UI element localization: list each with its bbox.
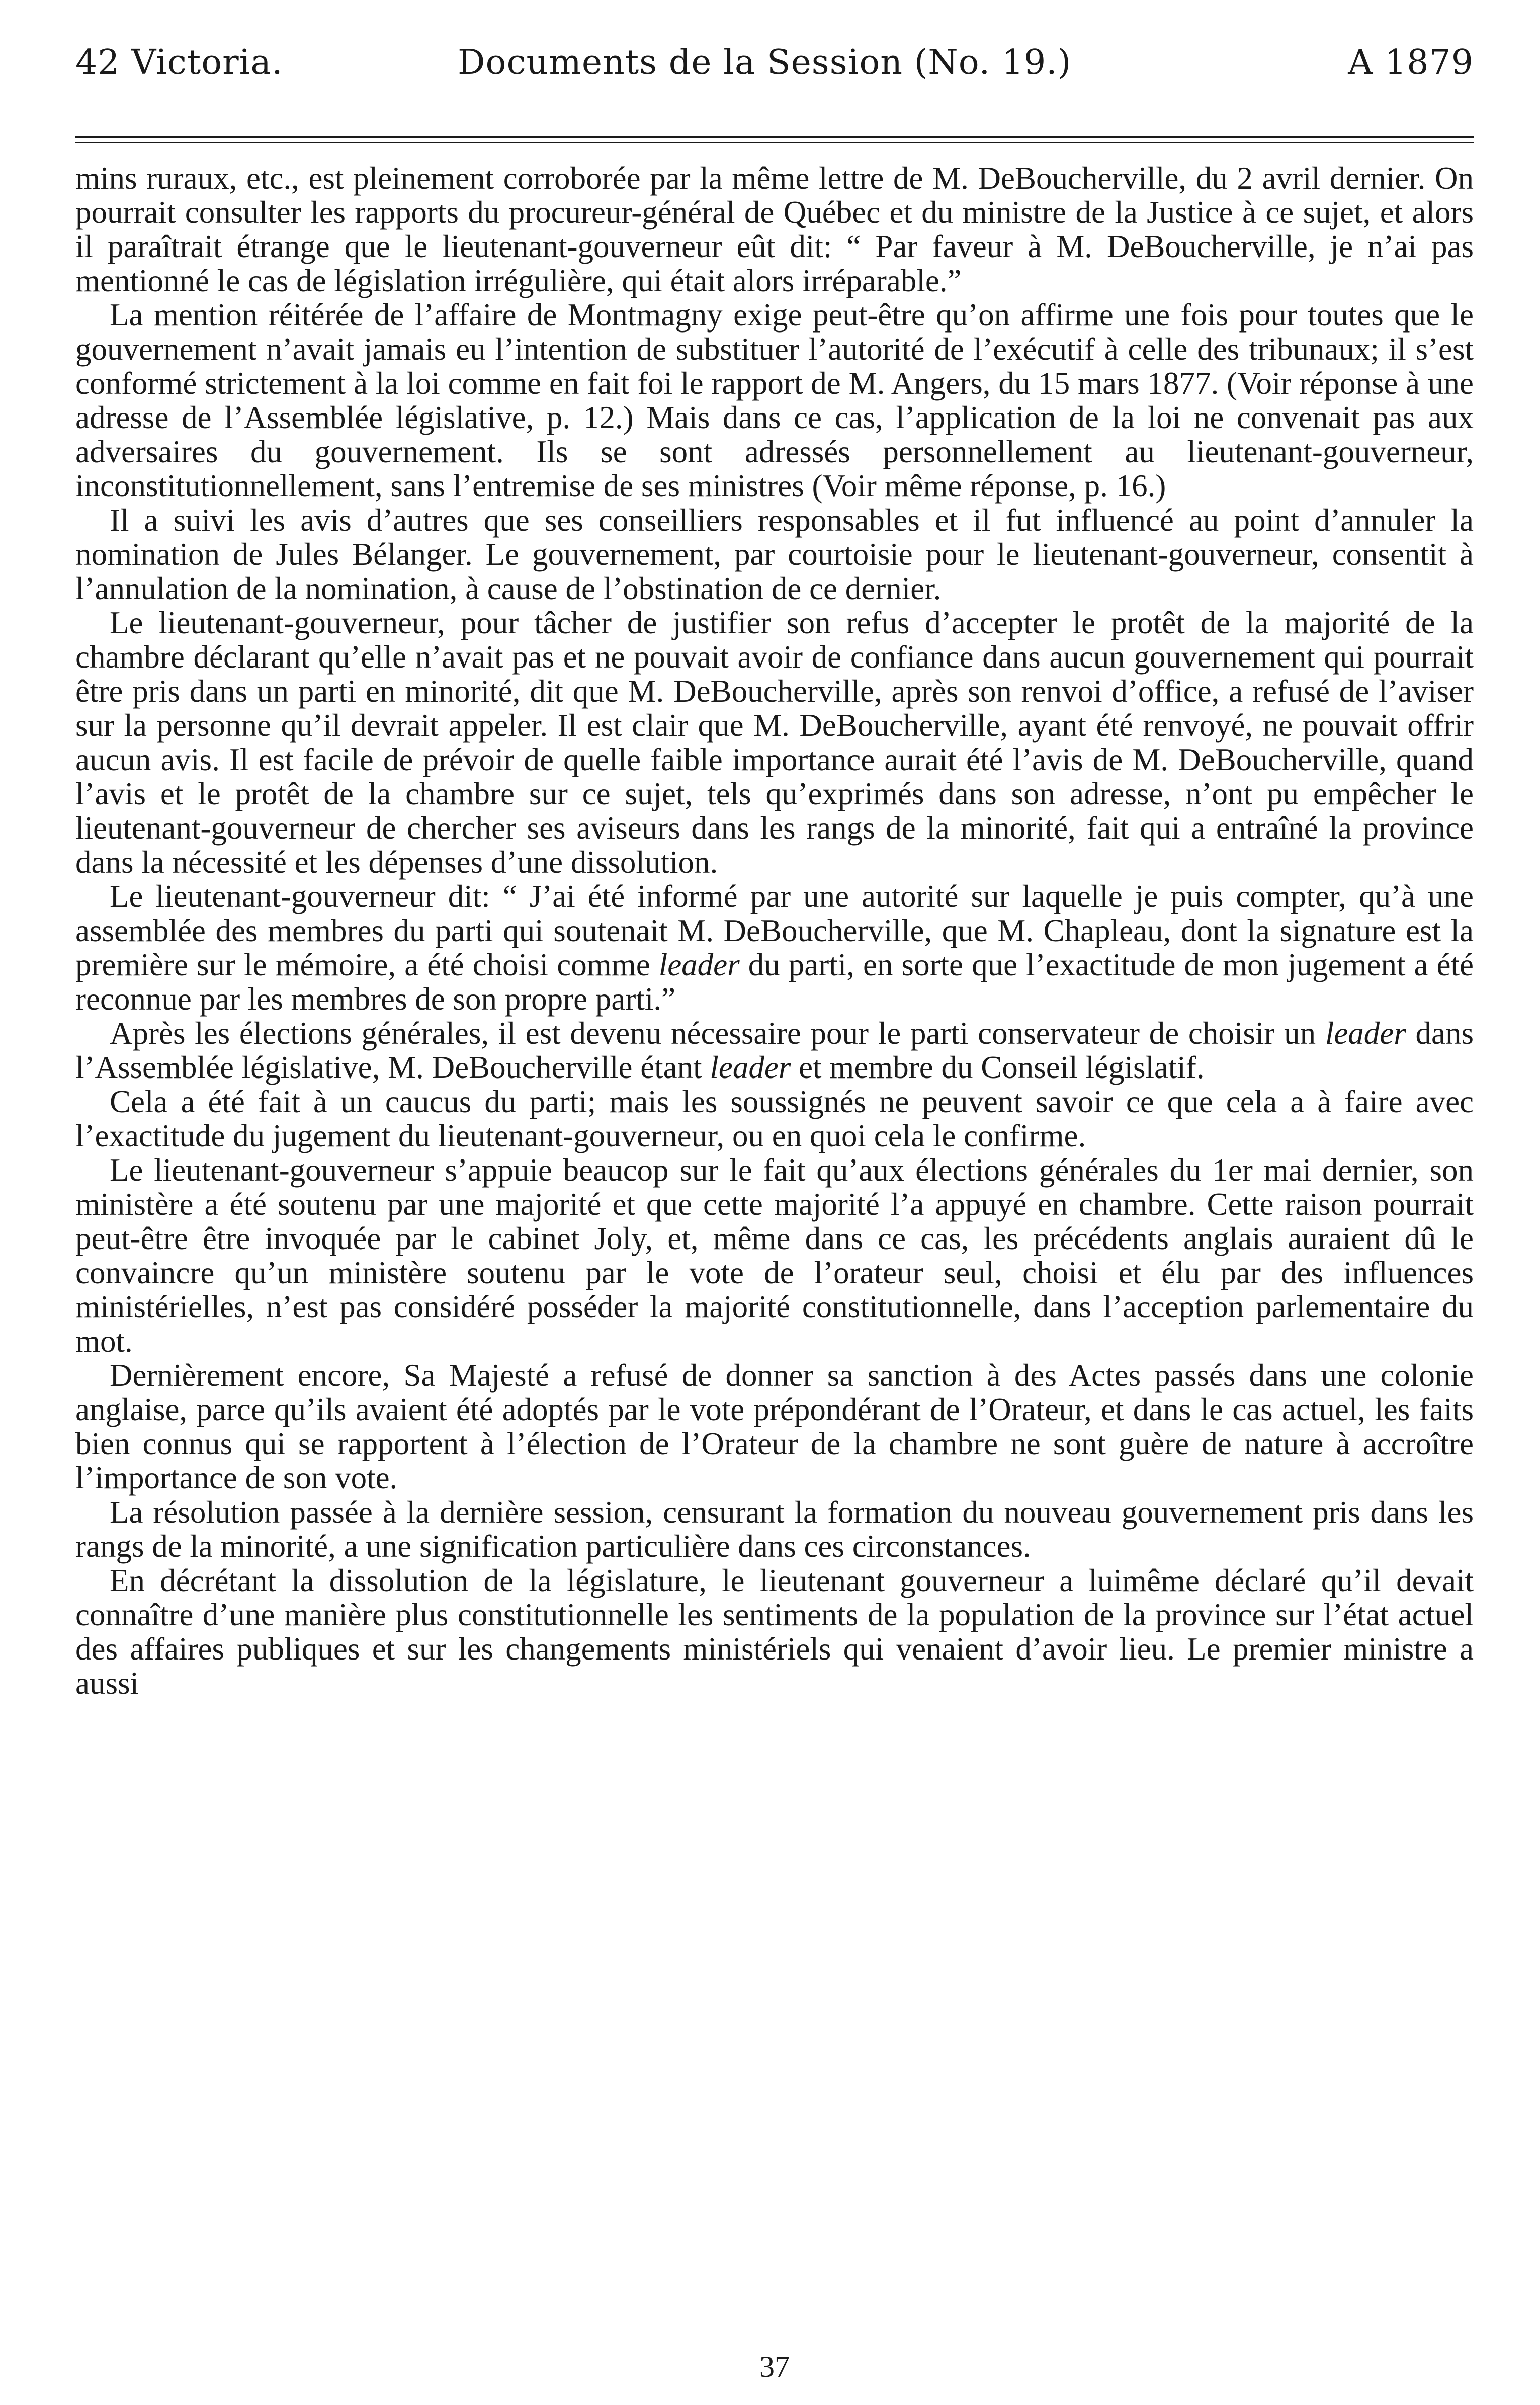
italic-term: leader	[710, 1050, 791, 1085]
paragraph-text: En décrétant la dissolution de la législature, le lieutenant gouverneur a luimême déclaré qu’il devait connaître d’une manière plus constitutionnelle les sentiments de la population de la province sur l’état actuel des affaires publiques et sur les changements ministériels qui venaient d’avoir lieu. Le premier ministre a aussi	[75, 1563, 1474, 1701]
paragraph	[75, 1153, 1474, 1358]
paragraph	[75, 879, 1474, 1016]
paragraph-text: Le lieutenant-gouverneur s’appuie beaucop sur le fait qu’aux élections générales du 1er mai dernier, son ministère a été soutenu par une majorité et que cette majorité l’a appuyé en chambre. Cette raison pourrait peut-être être invoquée par le cabinet Joly, et, même dans ce cas, les précédents anglais auraient dû le convaincre qu’un ministère soutenu par le vote de l’orateur seul, choisi et élu par des influences ministérielles, n’est pas considéré posséder la majorité constitutionnelle, dans l’acception parlementaire du mot.	[75, 1152, 1474, 1359]
paragraph-text: Cela a été fait à un caucus du parti; mais les soussignés ne peuvent savoir ce que cela a à faire avec l’exactitude du jugement du lieutenant-gouverneur, ou en quoi cela le confirme.	[75, 1084, 1474, 1153]
paragraph	[75, 1495, 1474, 1563]
paragraph-text: La mention réitérée de l’affaire de Montmagny exige peut-être qu’on affirme une fois pour toutes que le gouvernement n’avait jamais eu l’intention de substituer l’autorité de l’exécutif à celle des tribunaux; il s’est conformé strictement à la loi comme en fait foi le rapport de M. Angers, du 15 mars 1877. (Voir réponse à une adresse de l’Assemblée législative, p. 12.) Mais dans ce cas, l’application de la loi ne convenait pas aux adversaires du gouvernement. Ils se sont adressés personnellement au lieutenant-gouverneur, inconstitutionnellement, sans l’entremise de ses ministres (Voir même réponse, p. 16.)	[75, 297, 1474, 504]
document-page	[75, 35, 1474, 2383]
paragraph-text: Le lieutenant-gouverneur dit: “ J’ai été informé par une autorité sur laquelle je puis compter, qu’à une assemblée des membres du parti qui soutenait M. DeBoucherville, que M. Chapleau, dont la signature est la première sur le mémoire, a été choisi comme	[75, 879, 1474, 982]
header-volume: 42 Victoria.	[75, 43, 283, 82]
paragraph-text: du parti, en sorte que l’exactitude de mon jugement a été reconnue par les membres de son propre parti.”	[75, 947, 1474, 1017]
paragraph	[75, 1358, 1474, 1495]
header-rule-thin	[75, 142, 1474, 143]
paragraph	[75, 1563, 1474, 1700]
paragraph	[75, 606, 1474, 879]
header-rule-thick	[75, 136, 1474, 138]
paragraph-text: et membre du Conseil législatif.	[791, 1050, 1205, 1085]
paragraph	[75, 161, 1474, 298]
paragraph-text: dans l’Assemblée législative, M. DeBoucherville étant	[75, 1016, 1474, 1085]
paragraph	[75, 1085, 1474, 1153]
paragraph	[75, 298, 1474, 503]
paragraph	[75, 503, 1474, 606]
paragraph-text: Dernièrement encore, Sa Majesté a refusé de donner sa sanction à des Actes passés dans une colonie anglaise, parce qu’ils avaient été adoptés par le vote prépondérant de l’Orateur, et dans le cas actuel, les faits bien connus qui se rapportent à l’élection de l’Orateur de la chambre ne sont guère de nature à accroître l’importance de son vote.	[75, 1358, 1474, 1496]
paragraph-text: Après les élections générales, il est devenu nécessaire pour le parti conservateur de choisir un	[110, 1016, 1325, 1051]
paragraph-text: Il a suivi les avis d’autres que ses conseilliers responsables et il fut influencé au point d’annuler la nomination de Jules Bélanger. Le gouvernement, par courtoisie pour le lieutenant-gouverneur, consentit à l’annulation de la nomination, à cause de l’obstination de ce dernier.	[75, 503, 1474, 606]
italic-term: leader	[1325, 1016, 1406, 1051]
header-title: Documents de la Session (No. 19.)	[458, 43, 1072, 82]
paragraph-text: mins ruraux, etc., est pleinement corroborée par la même lettre de M. DeBoucherville, du 2 avril dernier. On pourrait consulter les rapports du procureur-général de Québec et du ministre de la Justice à ce sujet, et alors il paraîtrait étrange que le lieutenant-gouverneur eût dit: “ Par faveur à M. DeBoucherville, je n’ai pas mentionné le cas de législation irrégulière, qui était alors irréparable.”	[75, 160, 1474, 298]
paragraph	[75, 1016, 1474, 1085]
paragraph-text: La résolution passée à la dernière session, censurant la formation du nouveau gouvernement pris dans les rangs de la minorité, a une signification particulière dans ces circonstances.	[75, 1495, 1474, 1564]
running-header	[75, 35, 1474, 91]
body-text	[75, 161, 1474, 1700]
paragraph-text: Le lieutenant-gouverneur, pour tâcher de justifier son refus d’accepter le protêt de la majorité de la chambre déclarant qu’elle n’avait pas et ne pouvait avoir de confiance dans aucun gouvernement qui pourrait être pris dans un parti en minorité, dit que M. DeBoucherville, après son renvoi d’office, a refusé de l’aviser sur la personne qu’il devrait appeler. Il est clair que M. DeBoucherville, ayant été renvoyé, ne pouvait offrir aucun avis. Il est facile de prévoir de quelle faible importance aurait été l’avis de M. DeBoucherville, quand l’avis et le protêt de la chambre sur ce sujet, tels qu’exprimés dans son adresse, n’ont pu empêcher le lieutenant-gouverneur de chercher ses aviseurs dans les rangs de la minorité, fait qui a entraîné la province dans la nécessité et les dépenses d’une dissolution.	[75, 605, 1474, 880]
italic-term: leader	[658, 947, 740, 982]
page-number: 37	[759, 2350, 790, 2383]
header-session-year: A 1879	[1348, 43, 1474, 82]
